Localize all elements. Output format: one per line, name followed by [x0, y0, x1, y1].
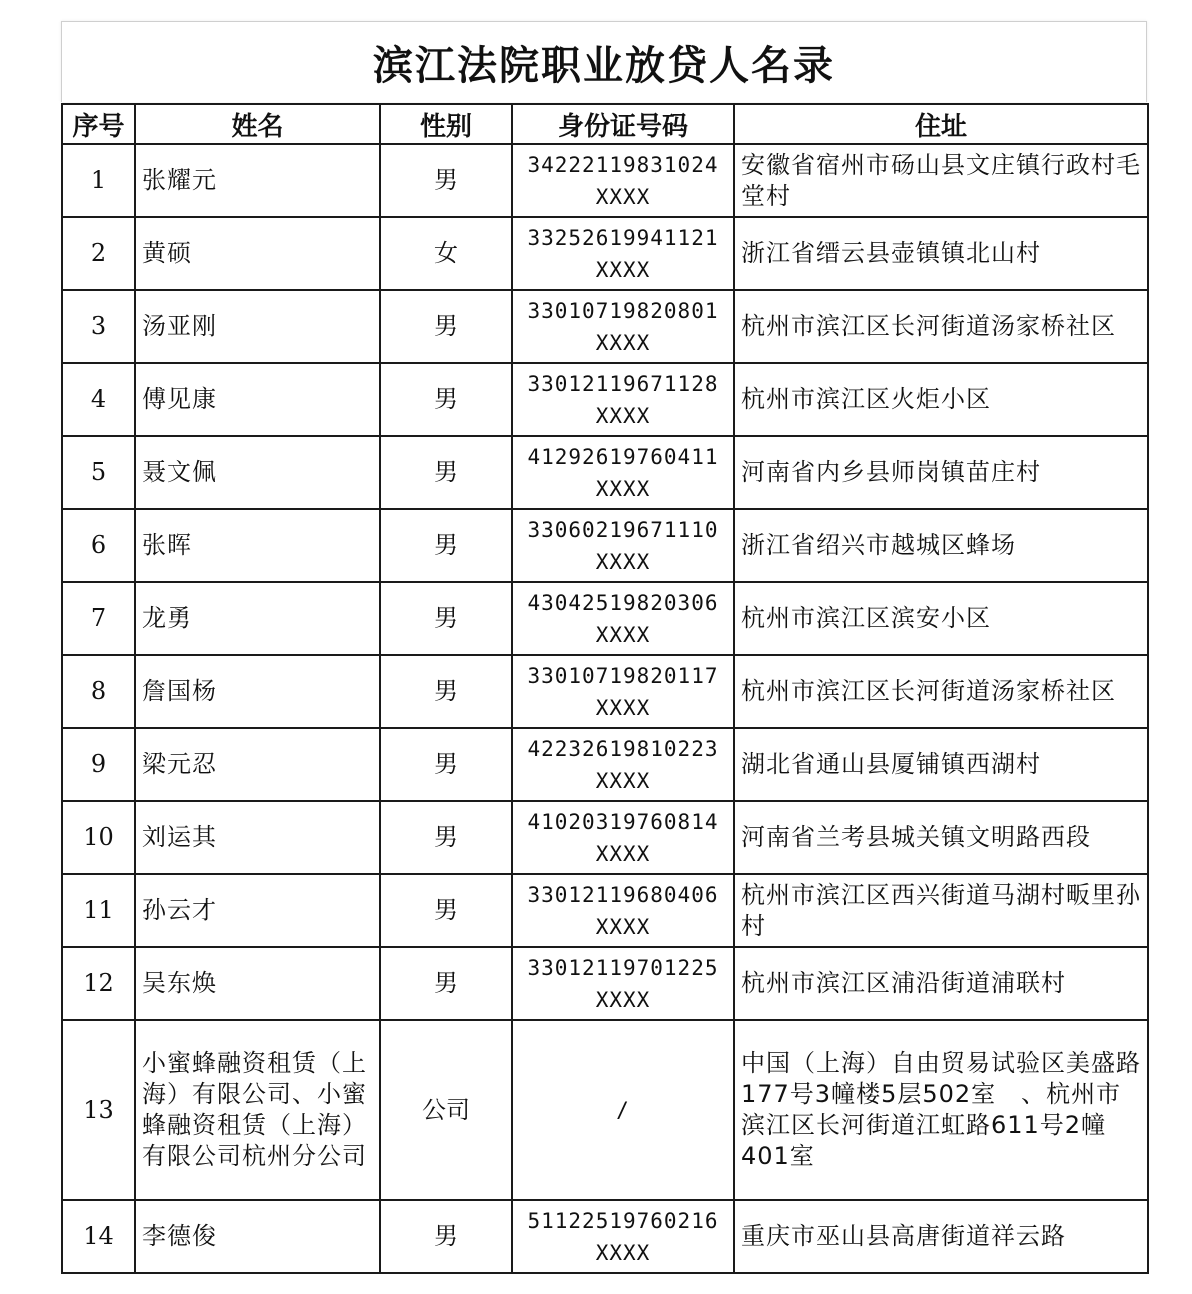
cell-id: [512, 801, 734, 874]
cell-address: 河南省兰考县城关镇文明路西段: [734, 801, 1148, 874]
cell-id: [512, 1200, 734, 1273]
id-suffix: XXXX: [595, 987, 651, 1012]
cell-no: 5: [62, 436, 135, 509]
id-suffix: XXXX: [595, 622, 651, 647]
cell-address: 安徽省宿州市砀山县文庄镇行政村毛堂村: [734, 144, 1148, 217]
cell-name: 梁元忍: [135, 728, 380, 801]
id-suffix: XXXX: [595, 257, 651, 282]
cell-name: 张耀元: [135, 144, 380, 217]
cell-id: [512, 874, 734, 947]
id-suffix: XXXX: [595, 184, 651, 209]
id-prefix: /: [616, 1098, 630, 1122]
id-prefix: 33060219671110: [527, 517, 719, 542]
cell-sex: 男: [380, 947, 512, 1020]
cell-address: 中国（上海）自由贸易试验区美盛路177号3幢楼5层502室 、杭州市滨江区长河街道江虹路611号2幢401室: [734, 1020, 1148, 1200]
table-row: [62, 728, 1148, 801]
cell-id: [512, 655, 734, 728]
cell-no: 12: [62, 947, 135, 1020]
cell-sex: 男: [380, 801, 512, 874]
header-sex: 性别: [380, 104, 512, 144]
id-prefix: 33010719820801: [527, 298, 719, 323]
cell-no: 11: [62, 874, 135, 947]
cell-no: 13: [62, 1020, 135, 1200]
cell-sex: 男: [380, 582, 512, 655]
id-prefix: 33012119671128: [527, 371, 719, 396]
id-prefix: 33012119701225: [527, 955, 719, 980]
cell-address: 浙江省绍兴市越城区蜂场: [734, 509, 1148, 582]
id-suffix: XXXX: [595, 914, 651, 939]
id-suffix: XXXX: [595, 768, 651, 793]
cell-address: 杭州市滨江区滨安小区: [734, 582, 1148, 655]
cell-id: [512, 728, 734, 801]
table-row: [62, 217, 1148, 290]
table-row: [62, 801, 1148, 874]
table-row: [62, 290, 1148, 363]
table-row: [62, 874, 1148, 947]
table-row: [62, 509, 1148, 582]
cell-sex: 女: [380, 217, 512, 290]
id-suffix: XXXX: [595, 330, 651, 355]
cell-id: [512, 217, 734, 290]
header-row: [62, 104, 1148, 144]
cell-sex: 男: [380, 436, 512, 509]
table-row: [62, 436, 1148, 509]
cell-address: 杭州市滨江区长河街道汤家桥社区: [734, 655, 1148, 728]
cell-address: 浙江省缙云县壶镇镇北山村: [734, 217, 1148, 290]
id-prefix: 51122519760216: [527, 1208, 719, 1233]
document-sheet: [61, 21, 1147, 1276]
header-no: 序号: [62, 104, 135, 144]
header-id: 身份证号码: [512, 104, 734, 144]
id-suffix: XXXX: [595, 476, 651, 501]
cell-sex: 公司: [380, 1020, 512, 1200]
cell-address: 重庆市巫山县高唐街道祥云路: [734, 1200, 1148, 1273]
cell-id: [512, 509, 734, 582]
cell-id: [512, 290, 734, 363]
table-row: [62, 582, 1148, 655]
id-prefix: 33010719820117: [527, 663, 719, 688]
cell-no: 3: [62, 290, 135, 363]
cell-id: [512, 582, 734, 655]
cell-no: 4: [62, 363, 135, 436]
cell-no: 1: [62, 144, 135, 217]
table-row: [62, 363, 1148, 436]
cell-name: 汤亚刚: [135, 290, 380, 363]
id-suffix: XXXX: [595, 695, 651, 720]
table-row: [62, 655, 1148, 728]
table-row: [62, 1200, 1148, 1273]
header-address: 住址: [734, 104, 1148, 144]
cell-sex: 男: [380, 1200, 512, 1273]
id-prefix: 41020319760814: [527, 809, 719, 834]
id-suffix: XXXX: [595, 403, 651, 428]
id-prefix: 33012119680406: [527, 882, 719, 907]
id-prefix: 34222119831024: [527, 152, 719, 177]
id-suffix: XXXX: [595, 841, 651, 866]
cell-sex: 男: [380, 363, 512, 436]
cell-name: 刘运其: [135, 801, 380, 874]
lender-table: [61, 103, 1149, 1274]
cell-name: 龙勇: [135, 582, 380, 655]
id-suffix: XXXX: [595, 549, 651, 574]
cell-address: 湖北省通山县厦铺镇西湖村: [734, 728, 1148, 801]
cell-no: 14: [62, 1200, 135, 1273]
id-suffix: XXXX: [595, 1240, 651, 1265]
cell-sex: 男: [380, 874, 512, 947]
cell-no: 10: [62, 801, 135, 874]
cell-name: 傅见康: [135, 363, 380, 436]
table-row: [62, 947, 1148, 1020]
cell-name: 李德俊: [135, 1200, 380, 1273]
cell-name: 詹国杨: [135, 655, 380, 728]
cell-no: 2: [62, 217, 135, 290]
id-prefix: 43042519820306: [527, 590, 719, 615]
cell-address: 杭州市滨江区火炬小区: [734, 363, 1148, 436]
cell-name: 小蜜蜂融资租赁（上海）有限公司、小蜜蜂融资租赁（上海）有限公司杭州分公司: [135, 1020, 380, 1200]
cell-no: 7: [62, 582, 135, 655]
cell-name: 吴东焕: [135, 947, 380, 1020]
cell-name: 聂文佩: [135, 436, 380, 509]
cell-sex: 男: [380, 290, 512, 363]
cell-name: 黄硕: [135, 217, 380, 290]
cell-id: [512, 363, 734, 436]
table-row: [62, 144, 1148, 217]
cell-id: [512, 144, 734, 217]
cell-address: 杭州市滨江区长河街道汤家桥社区: [734, 290, 1148, 363]
id-prefix: 33252619941121: [527, 225, 719, 250]
cell-address: 杭州市滨江区西兴街道马湖村畈里孙村: [734, 874, 1148, 947]
cell-address: 河南省内乡县师岗镇苗庄村: [734, 436, 1148, 509]
cell-id: [512, 947, 734, 1020]
cell-id: [512, 1020, 734, 1200]
cell-no: 8: [62, 655, 135, 728]
cell-no: 6: [62, 509, 135, 582]
cell-sex: 男: [380, 144, 512, 217]
id-prefix: 42232619810223: [527, 736, 719, 761]
cell-sex: 男: [380, 728, 512, 801]
page-title: 滨江法院职业放贷人名录: [373, 41, 835, 89]
id-prefix: 41292619760411: [527, 444, 719, 469]
cell-id: [512, 436, 734, 509]
cell-address: 杭州市滨江区浦沿街道浦联村: [734, 947, 1148, 1020]
cell-name: 孙云才: [135, 874, 380, 947]
cell-name: 张晖: [135, 509, 380, 582]
table-row: [62, 1020, 1148, 1200]
cell-no: 9: [62, 728, 135, 801]
title-box: [61, 21, 1147, 102]
header-name: 姓名: [135, 104, 380, 144]
cell-sex: 男: [380, 655, 512, 728]
cell-sex: 男: [380, 509, 512, 582]
